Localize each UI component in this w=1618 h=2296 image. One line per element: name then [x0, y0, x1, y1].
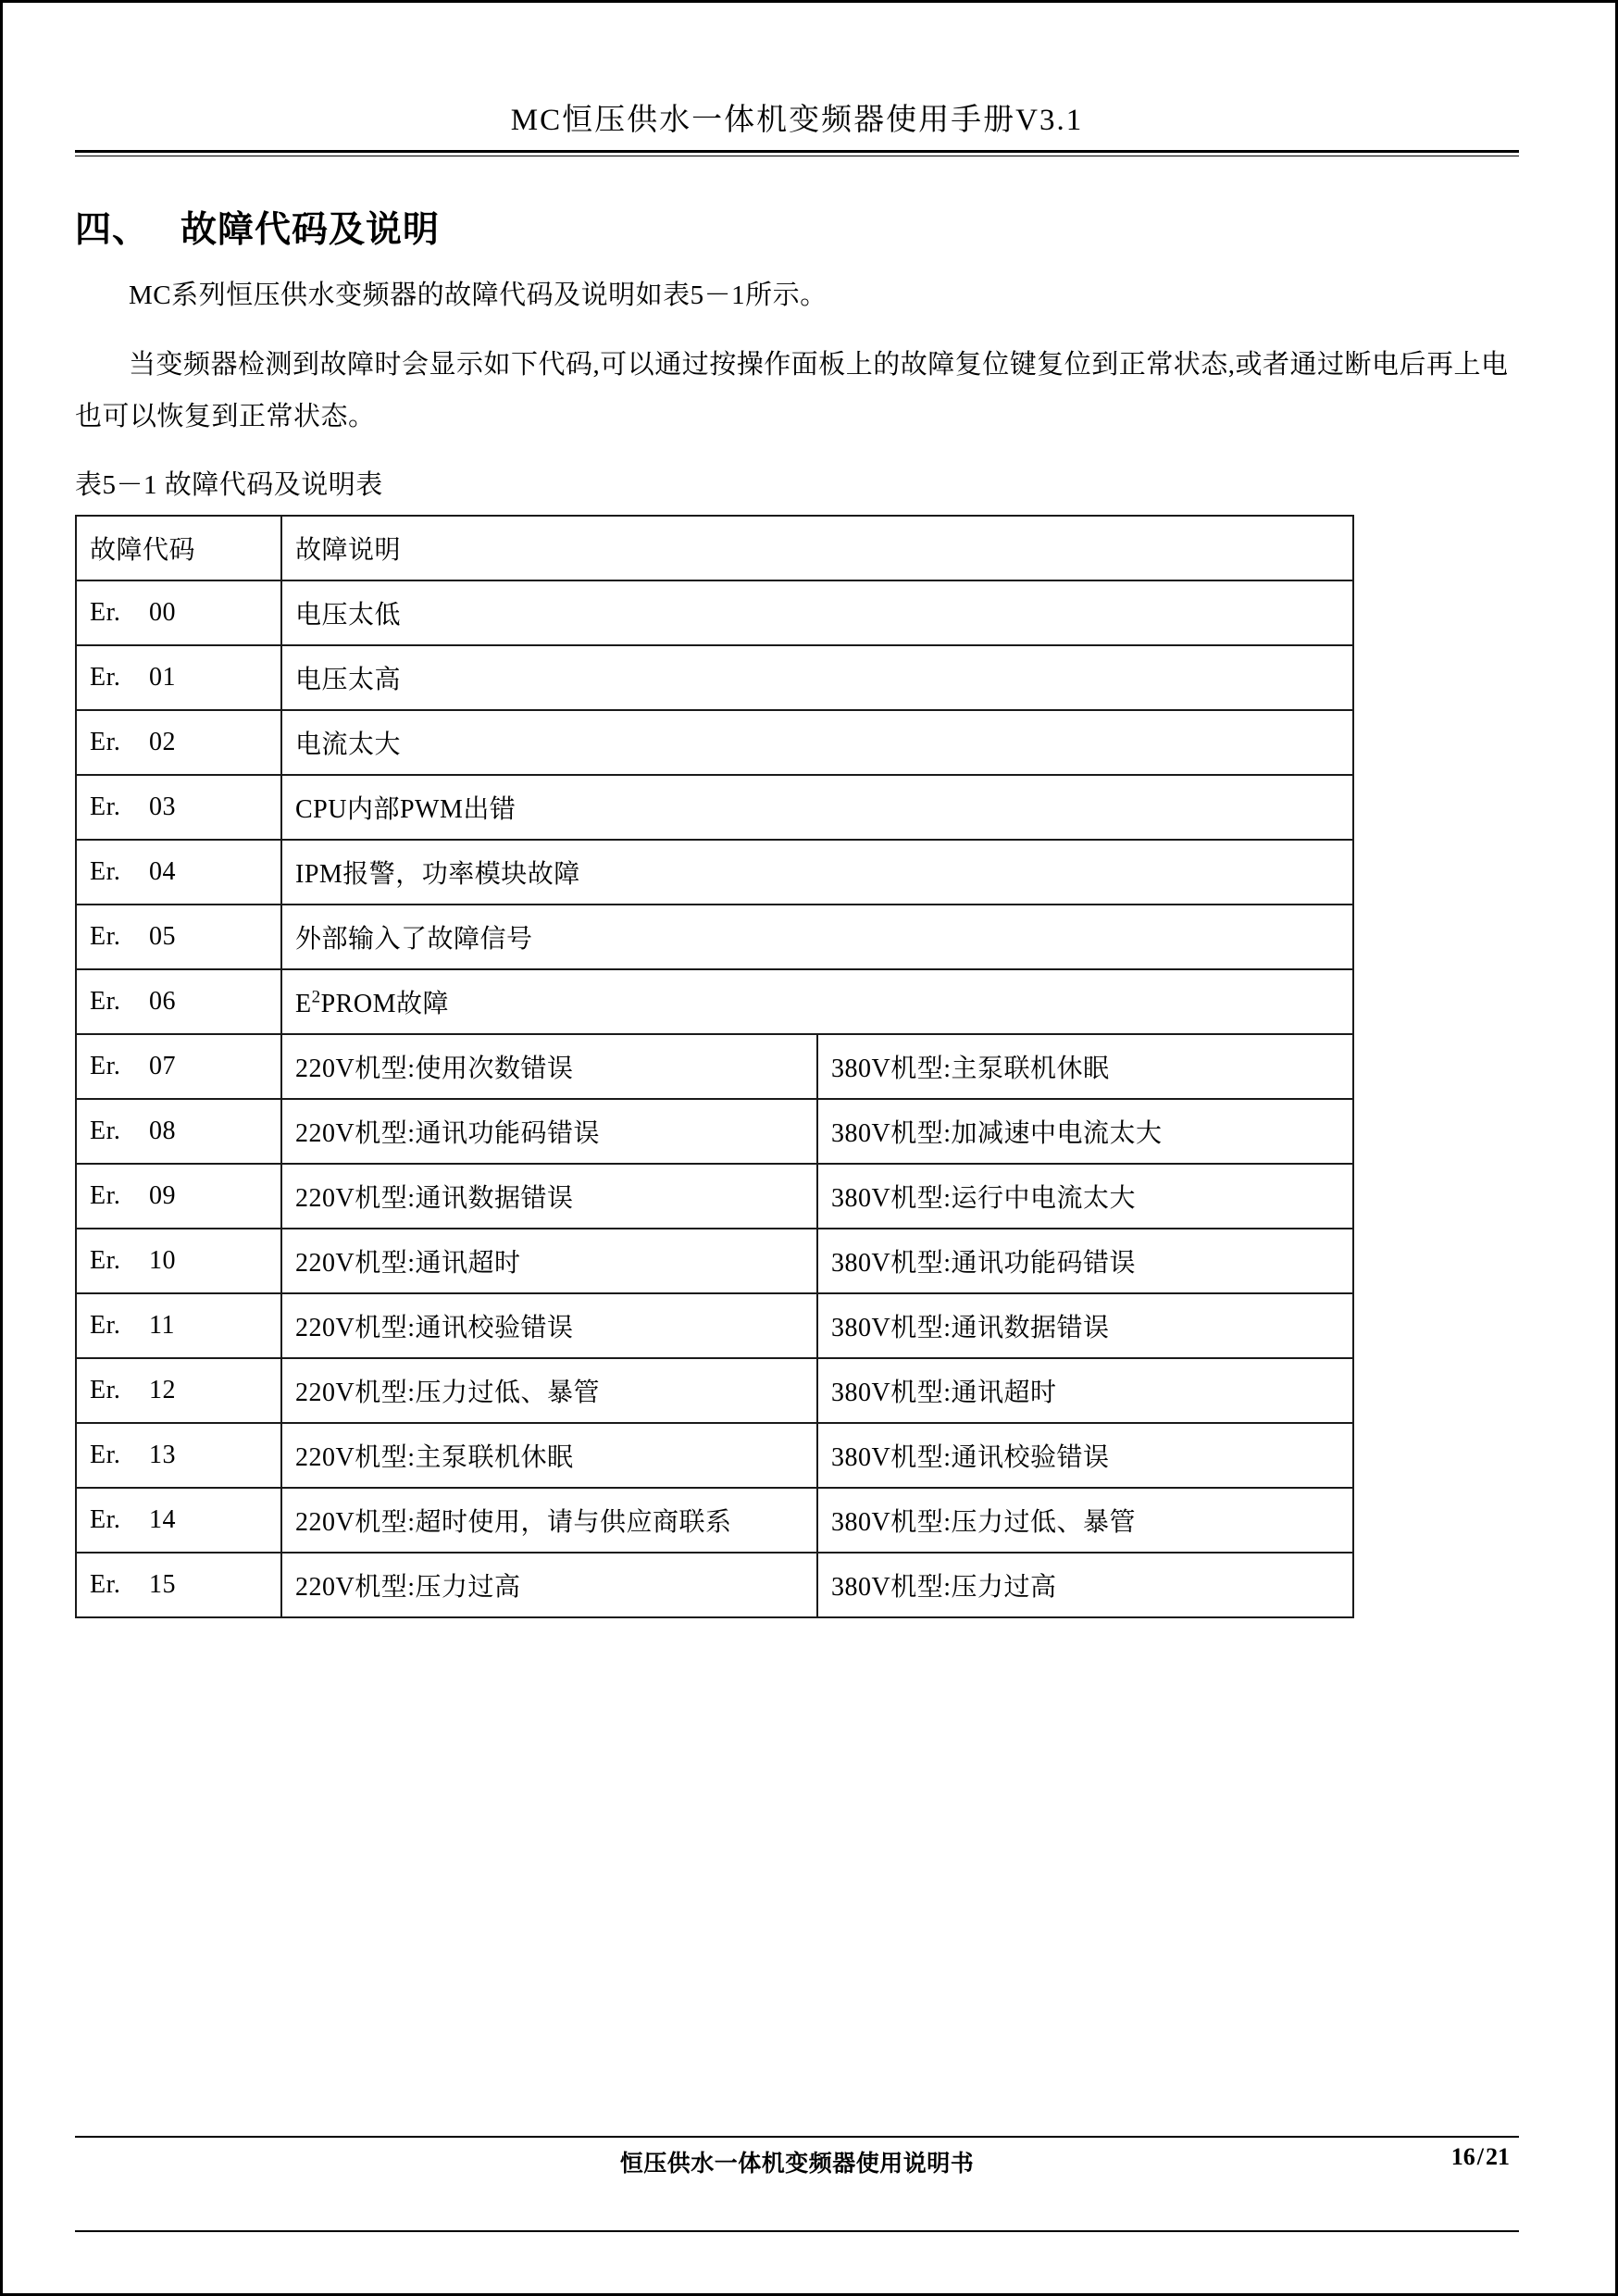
paragraph-1: MC系列恒压供水变频器的故障代码及说明如表5－1所示。 — [129, 281, 828, 310]
fault-desc-cell-220v: 220V机型:通讯数据错误 — [281, 1164, 817, 1229]
fault-code-cell — [76, 580, 281, 645]
fault-desc-cell-380v: 380V机型:主泵联机休眠 — [817, 1034, 1353, 1099]
code-prefix: Er. — [90, 1245, 121, 1275]
header-title: MC恒压供水一体机变频器使用手册V3.1 — [510, 104, 1084, 137]
code-number: 01 — [149, 662, 176, 692]
code-prefix: Er. — [90, 1504, 121, 1534]
fault-desc-cell-220v: 220V机型:通讯校验错误 — [281, 1293, 817, 1358]
code-prefix: Er. — [90, 792, 121, 821]
fault-desc-cell: 电压太高 — [281, 645, 1353, 710]
code-prefix: Er. — [90, 727, 121, 756]
table-row — [76, 969, 1353, 1034]
code-prefix: Er. — [90, 1116, 121, 1145]
fault-code-cell — [76, 1423, 281, 1488]
document-header — [75, 95, 1519, 148]
code-number: 15 — [149, 1569, 176, 1599]
fault-desc-cell-220v: 220V机型:压力过高 — [281, 1553, 817, 1617]
page-footer — [75, 2136, 1519, 2232]
code-number: 06 — [149, 986, 176, 1016]
table-header-row — [76, 516, 1353, 580]
code-number: 13 — [149, 1440, 176, 1469]
fault-desc-cell-220v: 220V机型:主泵联机休眠 — [281, 1423, 817, 1488]
fault-desc-cell-380v: 380V机型:压力过高 — [817, 1553, 1353, 1617]
table-caption: 表5－1 故障代码及说明表 — [75, 469, 383, 500]
fault-desc-cell-220v: 220V机型:超时使用，请与供应商联系 — [281, 1488, 817, 1553]
code-number: 03 — [149, 792, 176, 821]
fault-desc-cell-380v: 380V机型:运行中电流太大 — [817, 1164, 1353, 1229]
table-row — [76, 1293, 1353, 1358]
code-prefix: Er. — [90, 597, 121, 627]
desc-pre: E — [295, 989, 312, 1018]
table-row — [76, 580, 1353, 645]
table-row — [76, 1099, 1353, 1164]
code-number: 05 — [149, 921, 176, 951]
code-number: 12 — [149, 1375, 176, 1404]
code-number: 07 — [149, 1051, 176, 1080]
code-prefix: Er. — [90, 1375, 121, 1404]
header-divider-thick — [75, 150, 1519, 153]
fault-code-cell — [76, 645, 281, 710]
code-prefix: Er. — [90, 662, 121, 692]
fault-desc-cell: 电流太大 — [281, 710, 1353, 775]
table-row — [76, 1358, 1353, 1423]
table-row — [76, 710, 1353, 775]
table-row — [76, 1164, 1353, 1229]
fault-desc-cell: CPU内部PWM出错 — [281, 775, 1353, 840]
table-header-code: 故障代码 — [76, 516, 281, 580]
fault-code-cell — [76, 775, 281, 840]
fault-code-table — [75, 515, 1354, 1618]
code-prefix: Er. — [90, 1180, 121, 1210]
fault-desc-cell-220v: 220V机型:通讯超时 — [281, 1229, 817, 1293]
fault-desc-cell-220v: 220V机型:压力过低、暴管 — [281, 1358, 817, 1423]
fault-desc-cell: IPM报警，功率模块故障 — [281, 840, 1353, 905]
fault-code-cell — [76, 1553, 281, 1617]
table-row — [76, 645, 1353, 710]
fault-desc-cell-380v: 380V机型:通讯校验错误 — [817, 1423, 1353, 1488]
code-number: 11 — [149, 1310, 175, 1340]
fault-code-cell — [76, 1164, 281, 1229]
code-prefix: Er. — [90, 856, 121, 886]
section-title-text: 故障代码及说明 — [180, 210, 441, 250]
table-row — [76, 840, 1353, 905]
fault-code-cell — [76, 905, 281, 969]
code-number: 08 — [149, 1116, 176, 1145]
paragraph-2: 当变频器检测到故障时会显示如下代码,可以通过按操作面板上的故障复位键复位到正常状态,或者通过断电后再上电也可以恢复到正常状态。 — [75, 349, 1509, 432]
fault-code-cell — [76, 1099, 281, 1164]
fault-code-cell — [76, 1229, 281, 1293]
fault-desc-cell — [281, 969, 1353, 1034]
code-prefix: Er. — [90, 1569, 121, 1599]
page-number-current: 16 — [1450, 2143, 1475, 2170]
fault-desc-cell-380v: 380V机型:加减速中电流太大 — [817, 1099, 1353, 1164]
fault-code-cell — [76, 840, 281, 905]
section-number: 四、 — [75, 210, 150, 250]
fault-desc-cell-380v: 380V机型:通讯功能码错误 — [817, 1229, 1353, 1293]
table-row — [76, 775, 1353, 840]
table-row — [76, 1488, 1353, 1553]
section-heading — [75, 201, 1519, 253]
fault-desc-cell: 外部输入了故障信号 — [281, 905, 1353, 969]
code-prefix: Er. — [90, 1310, 121, 1340]
page-content — [75, 95, 1519, 1618]
footer-row — [75, 2138, 1519, 2180]
fault-desc-cell-380v: 380V机型:压力过低、暴管 — [817, 1488, 1353, 1553]
code-number: 09 — [149, 1180, 176, 1210]
code-number: 00 — [149, 597, 176, 627]
desc-post: PROM故障 — [320, 989, 449, 1018]
table-row — [76, 1553, 1353, 1617]
fault-desc-cell-220v: 220V机型:通讯功能码错误 — [281, 1099, 817, 1164]
fault-code-cell — [76, 710, 281, 775]
code-prefix: Er. — [90, 921, 121, 951]
footer-text: 恒压供水一体机变频器使用说明书 — [619, 2152, 975, 2177]
table-row — [76, 1034, 1353, 1099]
code-number: 14 — [149, 1504, 176, 1534]
table-header-desc: 故障说明 — [281, 516, 1353, 580]
fault-desc-cell-380v: 380V机型:通讯超时 — [817, 1358, 1353, 1423]
page-number — [1451, 2143, 1510, 2171]
code-prefix: Er. — [90, 986, 121, 1016]
desc-superscript: 2 — [311, 987, 321, 1007]
fault-desc-cell-380v: 380V机型:通讯数据错误 — [817, 1293, 1353, 1358]
fault-code-cell — [76, 1034, 281, 1099]
fault-code-cell — [76, 1488, 281, 1553]
fault-desc-cell: 电压太低 — [281, 580, 1353, 645]
table-row — [76, 1229, 1353, 1293]
page-number-total: 21 — [1486, 2143, 1510, 2170]
page-number-separator: / — [1476, 2143, 1484, 2170]
code-prefix: Er. — [90, 1051, 121, 1080]
code-number: 02 — [149, 727, 176, 756]
table-row — [76, 905, 1353, 969]
code-prefix: Er. — [90, 1440, 121, 1469]
table-row — [76, 1423, 1353, 1488]
fault-code-cell — [76, 1293, 281, 1358]
fault-desc-cell-220v: 220V机型:使用次数错误 — [281, 1034, 817, 1099]
code-number: 04 — [149, 856, 176, 886]
code-number: 10 — [149, 1245, 176, 1275]
fault-code-cell — [76, 1358, 281, 1423]
footer-divider-bottom — [75, 2230, 1519, 2232]
fault-code-cell — [76, 969, 281, 1034]
